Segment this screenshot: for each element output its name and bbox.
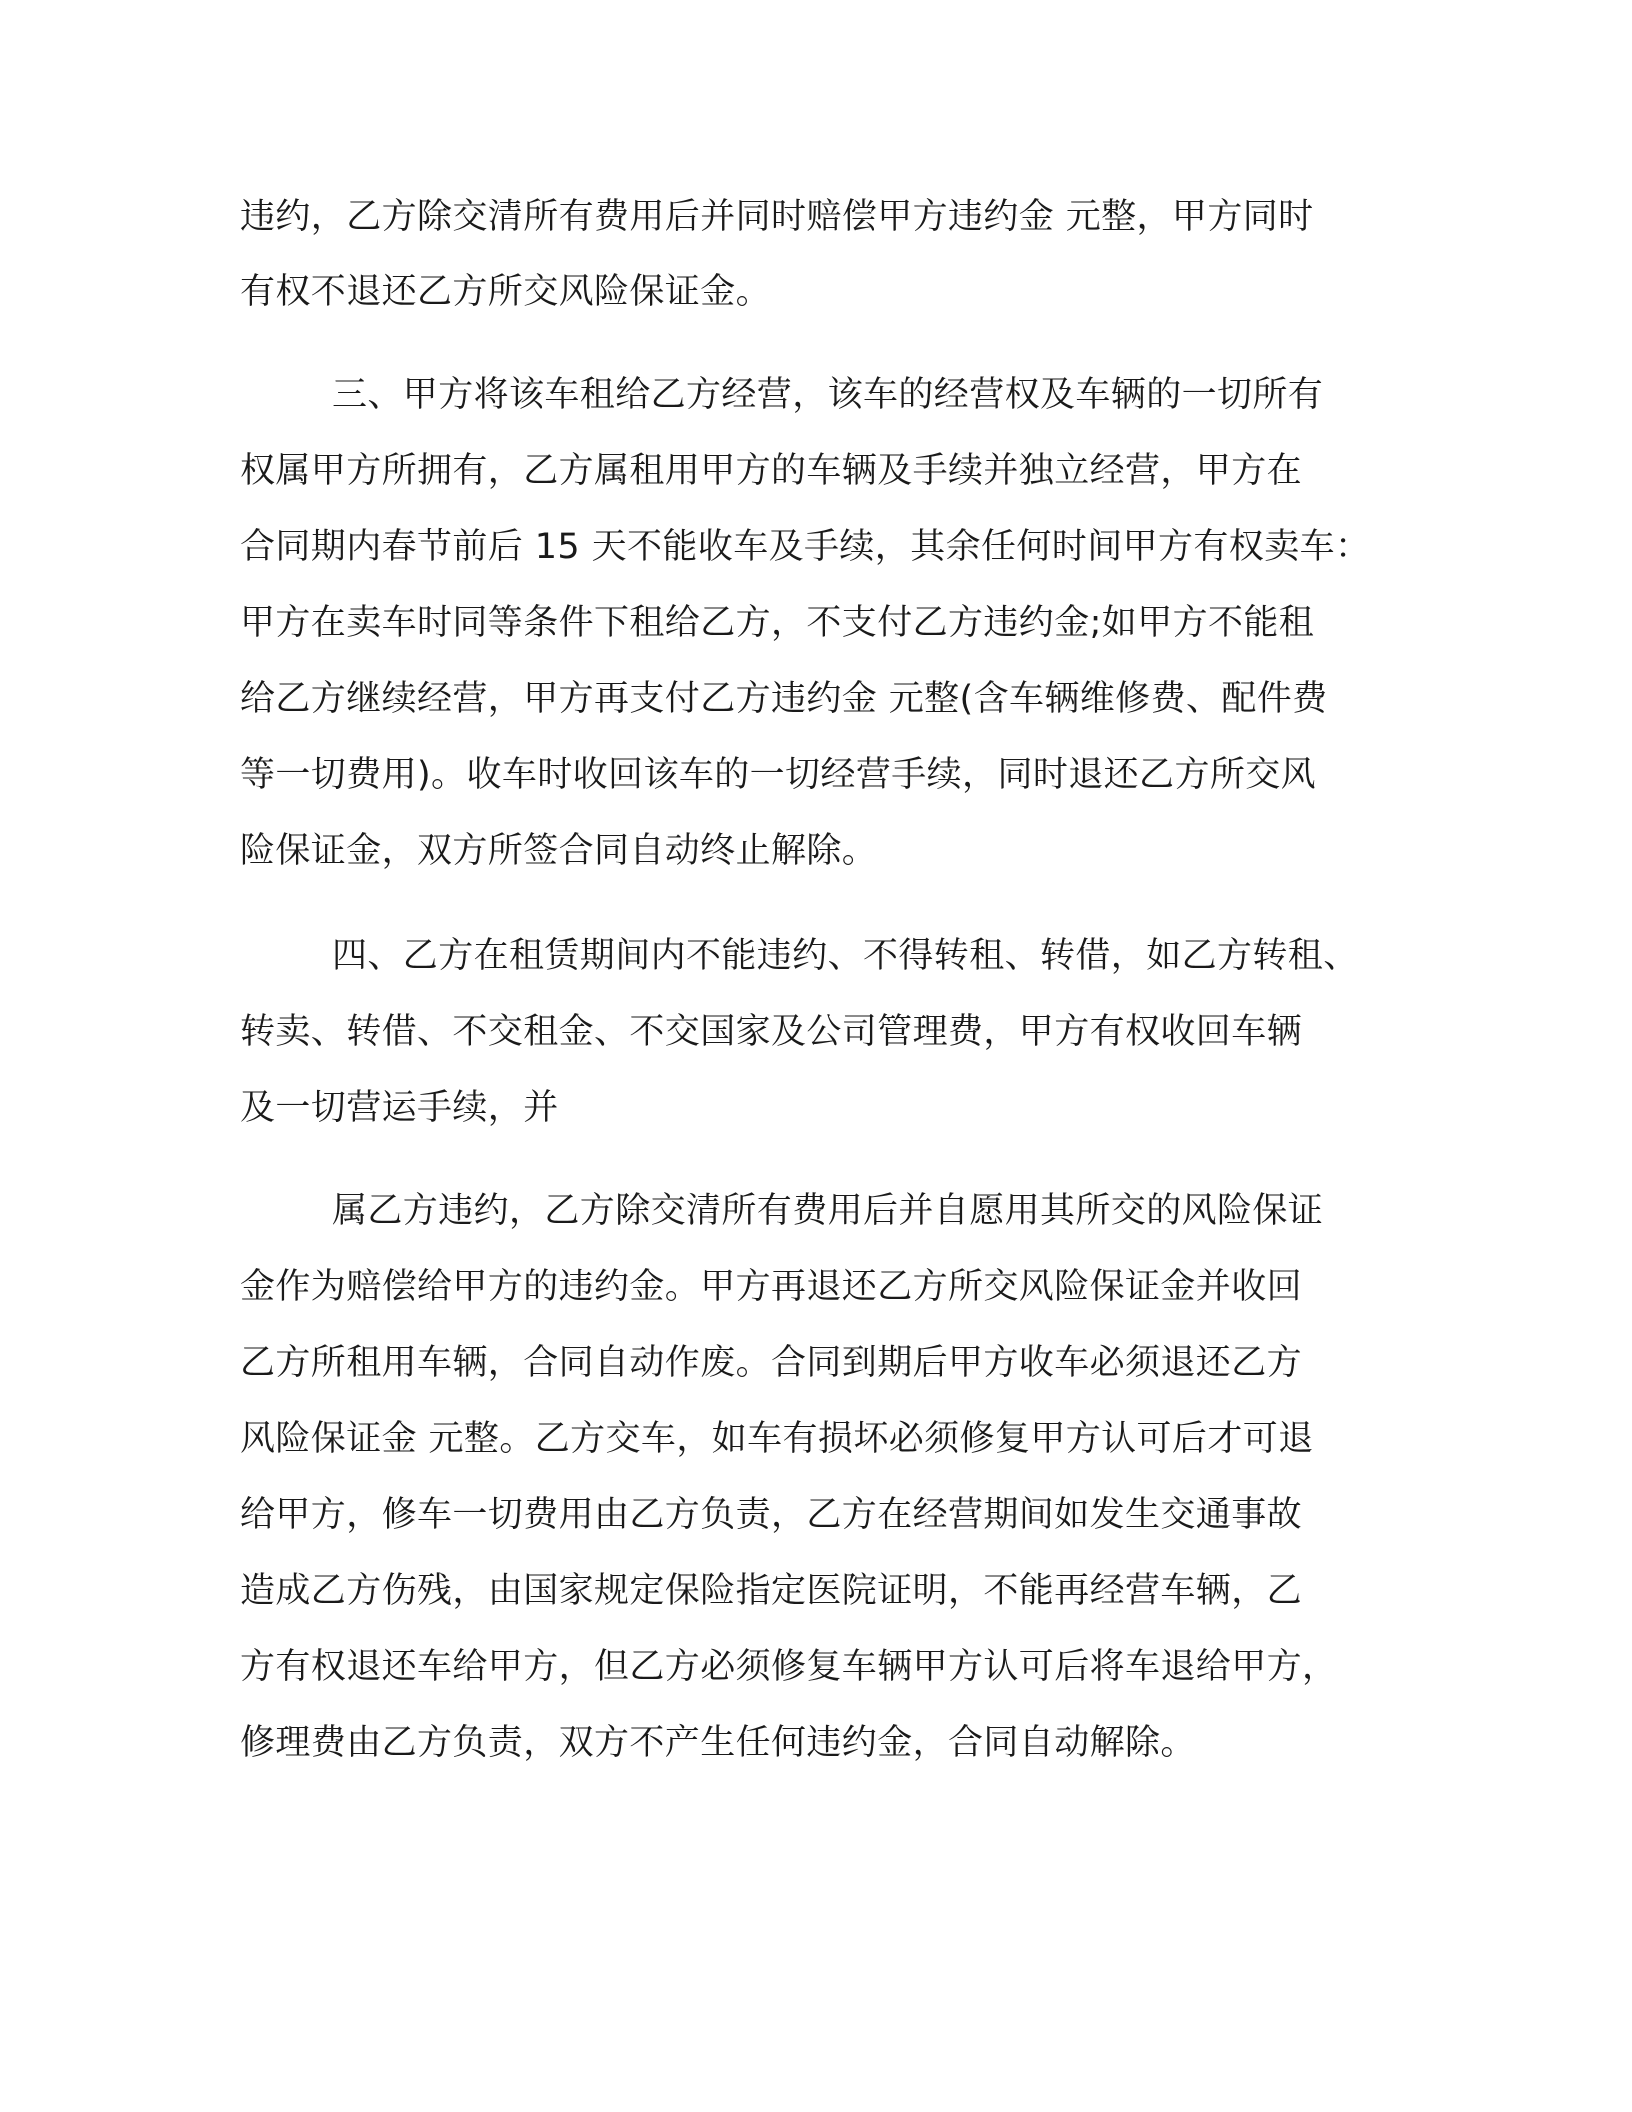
text-line: 方有权退还车给甲方，但乙方必须修复车辆甲方认可后将车退给甲方， [240,1647,1338,1687]
text-line: 险保证金，双方所签合同自动终止解除。 [240,831,878,871]
text-line: 等一切费用)。收车时收回该车的一切经营手续，同时退还乙方所交风 [240,755,1317,795]
text-line: 转卖、转借、不交租金、不交国家及公司管理费，甲方有权收回车辆 [240,1012,1303,1052]
text-line: 风险保证金 元整。乙方交车，如车有损坏必须修复甲方认可后才可退 [240,1419,1314,1459]
text-line: 权属甲方所拥有，乙方属租用甲方的车辆及手续并独立经营，甲方在 [240,451,1303,491]
text-line: 三、甲方将该车租给乙方经营，该车的经营权及车辆的一切所有 [332,375,1324,415]
text-line: 给甲方，修车一切费用由乙方负责，乙方在经营期间如发生交通事故 [240,1495,1303,1535]
text-line: 有权不退还乙方所交风险保证金。 [240,272,772,312]
text-line: 违约，乙方除交清所有费用后并同时赔偿甲方违约金 元整，甲方同时 [240,197,1314,237]
text-line: 甲方在卖车时同等条件下租给乙方，不支付乙方违约金;如甲方不能租 [240,603,1315,643]
text-line: 属乙方违约，乙方除交清所有费用后并自愿用其所交的风险保证 [332,1191,1324,1231]
text-line: 合同期内春节前后 15 天不能收车及手续，其余任何时间甲方有权卖车： [240,527,1371,567]
text-line: 修理费由乙方负责，双方不产生任何违约金，合同自动解除。 [240,1723,1196,1763]
text-line: 给乙方继续经营，甲方再支付乙方违约金 元整(含车辆维修费、配件费 [240,679,1328,719]
text-line: 金作为赔偿给甲方的违约金。甲方再退还乙方所交风险保证金并收回 [240,1267,1303,1307]
text-line: 四、乙方在租赁期间内不能违约、不得转租、转借，如乙方转租、 [332,936,1359,976]
text-line: 及一切营运手续，并 [240,1088,559,1128]
text-line: 乙方所租用车辆，合同自动作废。合同到期后甲方收车必须退还乙方 [240,1343,1303,1383]
text-line: 造成乙方伤残，由国家规定保险指定医院证明，不能再经营车辆，乙 [240,1571,1303,1611]
